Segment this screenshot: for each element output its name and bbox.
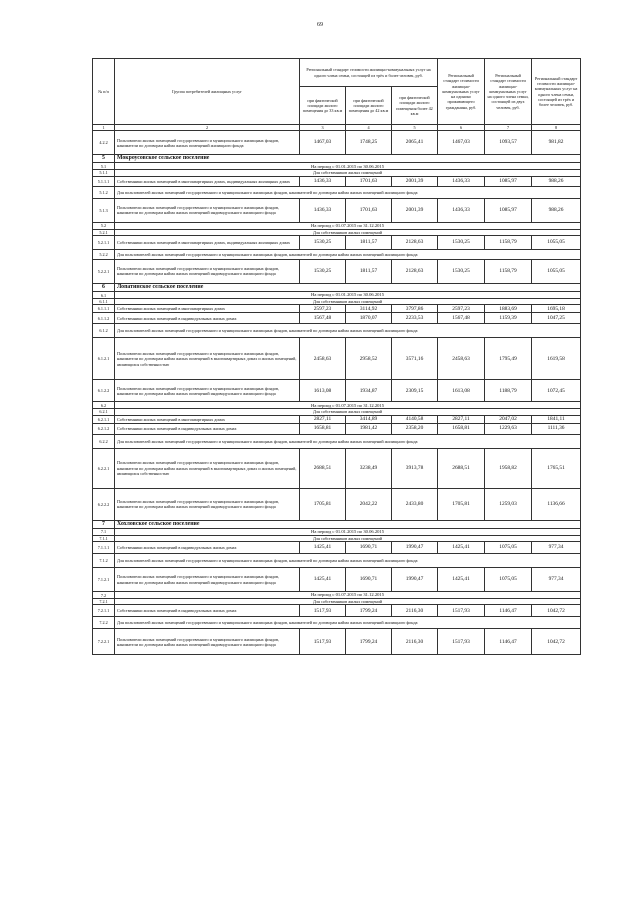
row-value: 1042,72	[532, 629, 581, 655]
table-row	[93, 198, 581, 222]
row-value: 988,26	[532, 176, 581, 186]
row-number: 6.1.1.2	[93, 313, 115, 324]
row-value: 1613,08	[300, 380, 346, 402]
row-value: 1229,63	[485, 423, 532, 434]
table-row	[93, 402, 581, 409]
row-number: 7	[93, 520, 115, 528]
table-row	[93, 629, 581, 655]
row-value: 1425,41	[300, 542, 346, 554]
header-num: № п/п	[93, 59, 115, 125]
row-value: 1705,81	[300, 488, 346, 520]
row-value: 1136,66	[532, 488, 581, 520]
table-header	[93, 59, 581, 131]
column-number: 5	[392, 125, 438, 131]
row-value: 1799,24	[346, 605, 392, 617]
table-row	[93, 292, 581, 299]
table-row	[93, 448, 581, 488]
row-value: 1072,45	[532, 380, 581, 402]
row-value: 1619,58	[532, 338, 581, 380]
header-sub3: при фактической площади жилого помещения более 42 кв.м	[392, 87, 438, 125]
column-number: 2	[115, 125, 300, 131]
row-number: 7.1.2	[93, 554, 115, 568]
period-heading: На период с 01.07.2015 по 31.12.2015	[115, 222, 581, 229]
table-row	[93, 259, 581, 283]
row-value: 2458,63	[300, 338, 346, 380]
row-value: 1436,33	[438, 176, 485, 186]
group-heading: Для пользователей жилых помещений государственного и муниципального жилищных фондов, нанимателей по договорам найма жилых помещений жилищного фонда	[115, 617, 581, 629]
row-value: 1841,11	[532, 415, 581, 423]
row-value: 1436,33	[438, 198, 485, 222]
column-number: 4	[346, 125, 392, 131]
row-number: 4.2.2	[93, 131, 115, 155]
row-value: 1467,03	[300, 131, 346, 155]
row-value: 1690,71	[346, 542, 392, 554]
row-value: 1567,48	[438, 313, 485, 324]
row-value: 977,34	[532, 542, 581, 554]
period-heading: На период с 01.01.2015 по 30.06.2015	[115, 292, 581, 299]
row-value: 4140,58	[392, 415, 438, 423]
row-value: 1811,57	[346, 259, 392, 283]
table-row	[93, 592, 581, 599]
row-number: 6.1	[93, 292, 115, 299]
period-heading: На период с 01.07.2015 по 31.12.2015	[115, 402, 581, 409]
period-heading: На период с 01.07.2015 по 31.12.2015	[115, 592, 581, 599]
row-value: 3238,49	[346, 448, 392, 488]
header-col6: Региональный стандарт стоимости жилищно-коммунальных услуг на одиноко проживающего гражданина, руб.	[438, 59, 485, 125]
row-value: 1517,93	[438, 629, 485, 655]
table-row	[93, 283, 581, 291]
row-number: 5.2.1.1	[93, 235, 115, 249]
row-value: 1436,33	[300, 176, 346, 186]
row-value: 2688,51	[300, 448, 346, 488]
header-group: Группа потребителей жилищных услуг	[115, 59, 300, 125]
table-row	[93, 415, 581, 423]
column-number: 7	[485, 125, 532, 131]
row-value: 1990,47	[392, 542, 438, 554]
row-value: 1934,87	[346, 380, 392, 402]
row-label: Пользователи жилых помещений государственного и муниципального жилищных фондов, наниматели по договорам найма жилых помещений жилищного фонда	[115, 131, 300, 155]
row-label: Собственники жилых помещений в индивидуальных жилых домах	[115, 542, 300, 554]
row-label: Пользователи жилых помещений государственного и муниципального жилищных фондов, наниматели по договорам найма жилых помещений индивидуального жилищного фонда	[115, 568, 300, 592]
row-value: 2827,11	[300, 415, 346, 423]
row-value: 1613,08	[438, 380, 485, 402]
table-row	[93, 163, 581, 170]
row-value: 1467,03	[438, 131, 485, 155]
tariff-table	[92, 58, 581, 655]
row-value: 1981,42	[346, 423, 392, 434]
row-value: 1425,41	[438, 568, 485, 592]
row-label: Собственники жилых помещений в многоквартирных домах	[115, 305, 300, 313]
table-row	[93, 176, 581, 186]
row-number: 6.2	[93, 402, 115, 409]
table-row	[93, 434, 581, 448]
row-value: 2597,23	[300, 305, 346, 313]
row-value: 1799,24	[346, 629, 392, 655]
row-number: 6.2.1	[93, 409, 115, 415]
row-value: 1530,25	[300, 235, 346, 249]
row-number: 5.2.1	[93, 229, 115, 235]
row-number: 6.2.1.1	[93, 415, 115, 423]
group-heading: Для собственников жилых помещений	[115, 409, 581, 415]
row-value: 1530,25	[300, 259, 346, 283]
row-label: Пользователи жилых помещений государственного и муниципального жилищных фондов, наниматели по договорам найма жилых помещений индивидуального жилищного фонда	[115, 198, 300, 222]
row-number: 5.1.1	[93, 170, 115, 176]
row-number: 5	[93, 155, 115, 163]
row-number: 6.1.2	[93, 324, 115, 338]
row-number: 5.1.2	[93, 186, 115, 198]
table-row	[93, 131, 581, 155]
group-heading: Для собственников жилых помещений	[115, 599, 581, 605]
row-value: 1055,05	[532, 235, 581, 249]
group-heading: Для собственников жилых помещений	[115, 170, 581, 176]
row-value: 3913,78	[392, 448, 438, 488]
table-row	[93, 423, 581, 434]
row-number: 6.2.2.1	[93, 448, 115, 488]
row-number: 5.2.2	[93, 249, 115, 259]
row-value: 1567,48	[300, 313, 346, 324]
table-row	[93, 155, 581, 163]
row-value: 1042,72	[532, 605, 581, 617]
row-value: 1085,97	[485, 176, 532, 186]
table-row	[93, 605, 581, 617]
row-number: 6.2.2.2	[93, 488, 115, 520]
row-value: 2688,51	[438, 448, 485, 488]
row-number: 7.2	[93, 592, 115, 599]
header-col7: Региональный стандарт стоимости жилищно-коммунальных услуг на одного члена семьи, состоящей из двух человек, руб.	[485, 59, 532, 125]
row-value: 1158,79	[485, 235, 532, 249]
row-number: 6	[93, 283, 115, 291]
row-value: 1870,07	[346, 313, 392, 324]
row-value: 1055,05	[532, 259, 581, 283]
row-number: 7.1.2.1	[93, 568, 115, 592]
row-number: 6.2.2	[93, 434, 115, 448]
table-row	[93, 617, 581, 629]
row-value: 1690,71	[346, 568, 392, 592]
row-label: Собственники жилых помещений в индивидуальных жилых домах	[115, 313, 300, 324]
section-title: Мокроусовское сельское поселение	[115, 155, 581, 163]
row-value: 1695,18	[532, 305, 581, 313]
row-value: 3571,16	[392, 338, 438, 380]
row-value: 1085,97	[485, 198, 532, 222]
table-row	[93, 520, 581, 528]
row-label: Пользователи жилых помещений государственного и муниципального жилищных фондов, наниматели по договорам найма жилых помещений индивидуального жилищного фонда	[115, 629, 300, 655]
row-value: 1146,47	[485, 629, 532, 655]
header-sub2: при фактической площади жилого помещения до 42 кв.м	[346, 87, 392, 125]
row-value: 1517,93	[300, 605, 346, 617]
row-value: 2042,22	[346, 488, 392, 520]
row-number: 6.1.2.2	[93, 380, 115, 402]
row-value: 1159,39	[485, 313, 532, 324]
column-number: 1	[93, 125, 115, 131]
row-value: 1883,69	[485, 305, 532, 313]
row-value: 2128,63	[392, 235, 438, 249]
row-value: 1748,25	[346, 131, 392, 155]
group-heading: Для пользователей жилых помещений государственного и муниципального жилищных фондов, нанимателей по договорам найма жилых помещений жилищного фонда	[115, 249, 581, 259]
table-row	[93, 380, 581, 402]
row-number: 5.2.2.1	[93, 259, 115, 283]
row-number: 7.2.1.1	[93, 605, 115, 617]
row-value: 2458,63	[438, 338, 485, 380]
row-value: 1530,25	[438, 235, 485, 249]
table-row	[93, 186, 581, 198]
group-heading: Для собственников жилых помещений	[115, 299, 581, 305]
row-value: 2001,39	[392, 198, 438, 222]
row-label: Пользователи жилых помещений государственного и муниципального жилищных фондов, наниматели по договорам найма жилых помещений индивидуального жилищного фонда	[115, 380, 300, 402]
row-value: 2597,23	[438, 305, 485, 313]
row-value: 2116,30	[392, 629, 438, 655]
row-value: 1146,47	[485, 605, 532, 617]
table-row	[93, 249, 581, 259]
row-value: 981,82	[532, 131, 581, 155]
row-number: 7.2.1	[93, 599, 115, 605]
row-label: Пользователи жилых помещений государственного и муниципального жилищных фондов, наниматели по договорам найма жилых помещений в многоквартирных домах и жилых помещений, являющихся собственностью	[115, 338, 300, 380]
row-label: Собственники жилых помещений в многоквартирных домах, индивидуальных жилищных домах	[115, 176, 300, 186]
row-number: 6.1.1	[93, 299, 115, 305]
row-value: 1047,25	[532, 313, 581, 324]
row-value: 2233,53	[392, 313, 438, 324]
row-value: 2128,63	[392, 259, 438, 283]
row-value: 2309,15	[392, 380, 438, 402]
row-number: 7.1.1	[93, 535, 115, 541]
header-col8: Региональный стандарт стоимости жилищно-коммунальных услуг на одного члена семьи, состоящей из трёх и более человек, руб.	[532, 59, 581, 125]
row-value: 1701,63	[346, 176, 392, 186]
table-row	[93, 305, 581, 313]
row-number: 7.2.2.1	[93, 629, 115, 655]
row-value: 1765,51	[532, 448, 581, 488]
row-value: 1530,25	[438, 259, 485, 283]
table-row	[93, 324, 581, 338]
column-number: 8	[532, 125, 581, 131]
row-number: 7.1	[93, 528, 115, 535]
row-value: 1093,57	[485, 131, 532, 155]
row-value: 1990,47	[392, 568, 438, 592]
row-number: 5.1.3	[93, 198, 115, 222]
table-row	[93, 528, 581, 535]
row-value: 2433,80	[392, 488, 438, 520]
row-value: 2827,11	[438, 415, 485, 423]
row-label: Собственники жилых помещений в многоквартирных домах	[115, 415, 300, 423]
row-label: Пользователи жилых помещений государственного и муниципального жилищных фондов, наниматели по договорам найма жилых помещений индивидуального жилищного фонда	[115, 259, 300, 283]
row-value: 1158,79	[485, 259, 532, 283]
table-row	[93, 488, 581, 520]
row-value: 2116,30	[392, 605, 438, 617]
row-value: 977,34	[532, 568, 581, 592]
table-row	[93, 542, 581, 554]
row-value: 1795,49	[485, 338, 532, 380]
row-value: 1259,03	[485, 488, 532, 520]
row-number: 6.1.2.1	[93, 338, 115, 380]
row-number: 5.1	[93, 163, 115, 170]
row-number: 6.1.1.1	[93, 305, 115, 313]
row-value: 2065,41	[392, 131, 438, 155]
row-number: 7.1.1.1	[93, 542, 115, 554]
group-heading: Для пользователей жилых помещений государственного и муниципального жилищных фондов, нанимателей по договорам найма жилых помещений жилищного фонда	[115, 554, 581, 568]
group-heading: Для пользователей жилых помещений государственного и муниципального жилищных фондов, нанимателей по договорам найма жилых помещений жилищного фонда	[115, 186, 581, 198]
row-value: 1958,82	[485, 448, 532, 488]
row-value: 2001,39	[392, 176, 438, 186]
table-row	[93, 222, 581, 229]
row-value: 1111,36	[532, 423, 581, 434]
row-value: 1517,93	[300, 629, 346, 655]
row-value: 1811,57	[346, 235, 392, 249]
row-value: 1658,81	[438, 423, 485, 434]
table-row	[93, 338, 581, 380]
row-value: 1436,33	[300, 198, 346, 222]
row-number: 5.2	[93, 222, 115, 229]
column-number: 6	[438, 125, 485, 131]
column-number: 3	[300, 125, 346, 131]
row-value: 1425,41	[438, 542, 485, 554]
table-row	[93, 235, 581, 249]
row-value: 1705,81	[438, 488, 485, 520]
table-row	[93, 568, 581, 592]
header-top-group: Региональный стандарт стоимости жилищно-коммунальных услуг на одного члена семьи, состоящей из трёх и более человек, руб.	[300, 59, 438, 87]
row-value: 1658,81	[300, 423, 346, 434]
row-value: 3414,89	[346, 415, 392, 423]
group-heading: Для пользователей жилых помещений государственного и муниципального жилищных фондов, нанимателей по договорам найма жилых помещений жилищного фонда	[115, 324, 581, 338]
row-value: 3114,92	[346, 305, 392, 313]
group-heading: Для собственников жилых помещений	[115, 535, 581, 541]
row-label: Пользователи жилых помещений государственного и муниципального жилищных фондов, наниматели по договорам найма жилых помещений индивидуального жилищного фонда	[115, 488, 300, 520]
row-label: Собственники жилых помещений в многоквартирных домах, индивидуальных жилищных домах	[115, 235, 300, 249]
table-body	[93, 131, 581, 655]
page-number: 69	[317, 22, 323, 28]
row-number: 5.1.1.1	[93, 176, 115, 186]
period-heading: На период с 01.01.2015 по 30.06.2015	[115, 528, 581, 535]
row-value: 1701,63	[346, 198, 392, 222]
group-heading: Для пользователей жилых помещений государственного и муниципального жилищных фондов, нанимателей по договорам найма жилых помещений жилищного фонда	[115, 434, 581, 448]
row-label: Пользователи жилых помещений государственного и муниципального жилищных фондов, наниматели по договорам найма жилых помещений в многоквартирных домах и жилых помещений, являющихся собственностью	[115, 448, 300, 488]
row-number: 7.2.2	[93, 617, 115, 629]
section-title: Лопатинское сельское поселение	[115, 283, 581, 291]
row-value: 988,26	[532, 198, 581, 222]
row-value: 1188,79	[485, 380, 532, 402]
group-heading: Для собственников жилых помещений	[115, 229, 581, 235]
row-value: 1425,41	[300, 568, 346, 592]
period-heading: На период с 01.01.2015 по 30.06.2015	[115, 163, 581, 170]
row-number: 6.2.1.2	[93, 423, 115, 434]
table-row	[93, 313, 581, 324]
row-value: 1075,05	[485, 542, 532, 554]
row-value: 2047,02	[485, 415, 532, 423]
section-title: Хохловское сельское поселение	[115, 520, 581, 528]
row-label: Собственники жилых помещений в индивидуальных жилых домах	[115, 423, 300, 434]
row-value: 2358,20	[392, 423, 438, 434]
row-value: 3797,86	[392, 305, 438, 313]
table-row	[93, 554, 581, 568]
row-value: 1075,05	[485, 568, 532, 592]
row-value: 1517,93	[438, 605, 485, 617]
row-label: Собственники жилых помещений в индивидуальных жилых домах	[115, 605, 300, 617]
row-value: 2958,52	[346, 338, 392, 380]
header-sub1: при фактической площади жилого помещения до 33 кв.м	[300, 87, 346, 125]
